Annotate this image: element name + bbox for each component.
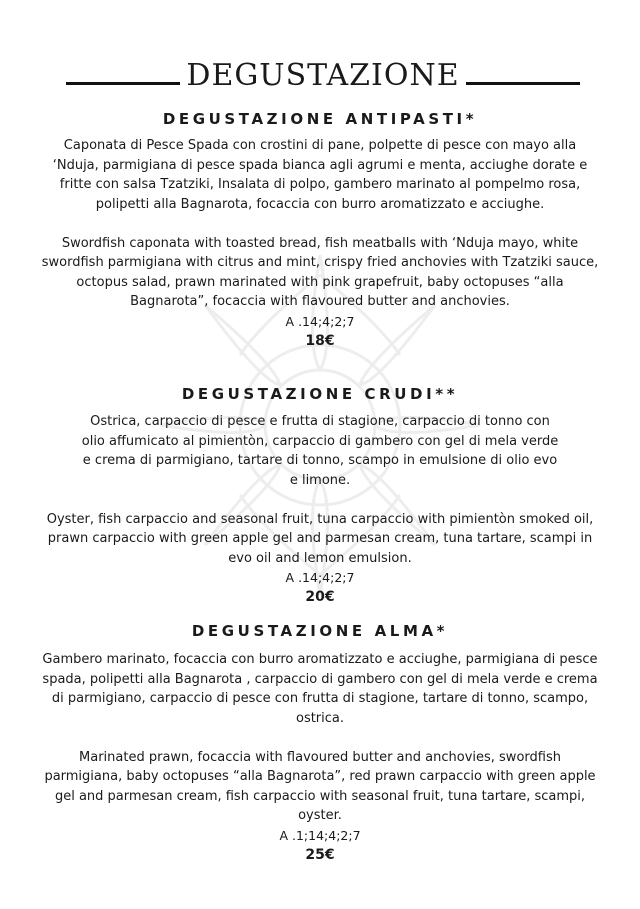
header-right-rule	[466, 82, 580, 85]
price: 25€	[305, 846, 335, 863]
price: 18€	[305, 332, 335, 349]
section-title: DEGUSTAZIONE ANTIPASTI*	[162, 110, 478, 128]
section-crudi	[40, 383, 600, 607]
english-description: Oyster, fish carpaccio and seasonal fruit, tuna carpaccio with pimientòn smoked oil, prawn carpaccio with green apple gel and parmesan cream, tuna tartare, scampi in evo oil and lemon emulsion.	[46, 511, 594, 566]
section-alma	[40, 620, 600, 865]
english-description: Swordfish caponata with toasted bread, fish meatballs with ‘Nduja mayo, white swordfish parmigiana with citrus and mint, crispy fried anchovies with Tzatziki sauce, octopus salad, prawn marinated with pink grapefruit, baby octopuses “alla Bagnarota”, focaccia with flavoured butter and anchovies.	[41, 235, 599, 309]
allergens: A .1;14;4;2;7	[279, 827, 361, 843]
italian-description: Ostrica, carpaccio di pesce e frutta di stagione, carpaccio di tonno con olio affumicato al pimientòn, carpaccio di gambero con gel di mela verde e crema di parmigiano, tartare di tonno, scampo in emulsione di olio evo e limone.	[81, 414, 559, 488]
menu-header	[66, 58, 580, 94]
header-left-rule	[66, 82, 180, 85]
italian-description: Gambero marinato, focaccia con burro aromatizzato e acciughe, parmigiana di pesce spada, polipetti alla Bagnarota , carpaccio di gambero con gel di mela verde e crema di parmigiano, carpaccio di pesce con frutta di stagione, tartare di tonno, scampo, ostrica.	[42, 652, 598, 726]
price: 20€	[305, 589, 335, 605]
page-title: DEGUSTAZIONE	[186, 58, 460, 93]
allergens: A .14;4;2;7	[285, 313, 355, 329]
english-description: Marinated prawn, focaccia with flavoured butter and anchovies, swordfish parmigiana, baby octopuses “alla Bagnarota”, red prawn carpaccio with green apple gel and parmesan cream, fish carpaccio with seasonal fruit, tuna tartare, scampi, oyster.	[44, 749, 596, 823]
section-title: DEGUSTAZIONE CRUDI**	[181, 385, 459, 403]
italian-description: Caponata di Pesce Spada con crostini di pane, polpette di pesce con mayo alla ‘Nduja, parmigiana di pesce spada bianca agli agrumi e menta, acciughe dorate e fritte con salsa Tzatziki, Insalata di polpo, gambero marinato al pompelmo rosa, polipetti alla Bagnarota, focaccia con burro aromatizzato e acciughe.	[52, 138, 588, 212]
section-title: DEGUSTAZIONE ALMA*	[191, 622, 449, 640]
section-antipasti	[40, 108, 600, 351]
allergens: A .14;4;2;7	[285, 570, 355, 585]
